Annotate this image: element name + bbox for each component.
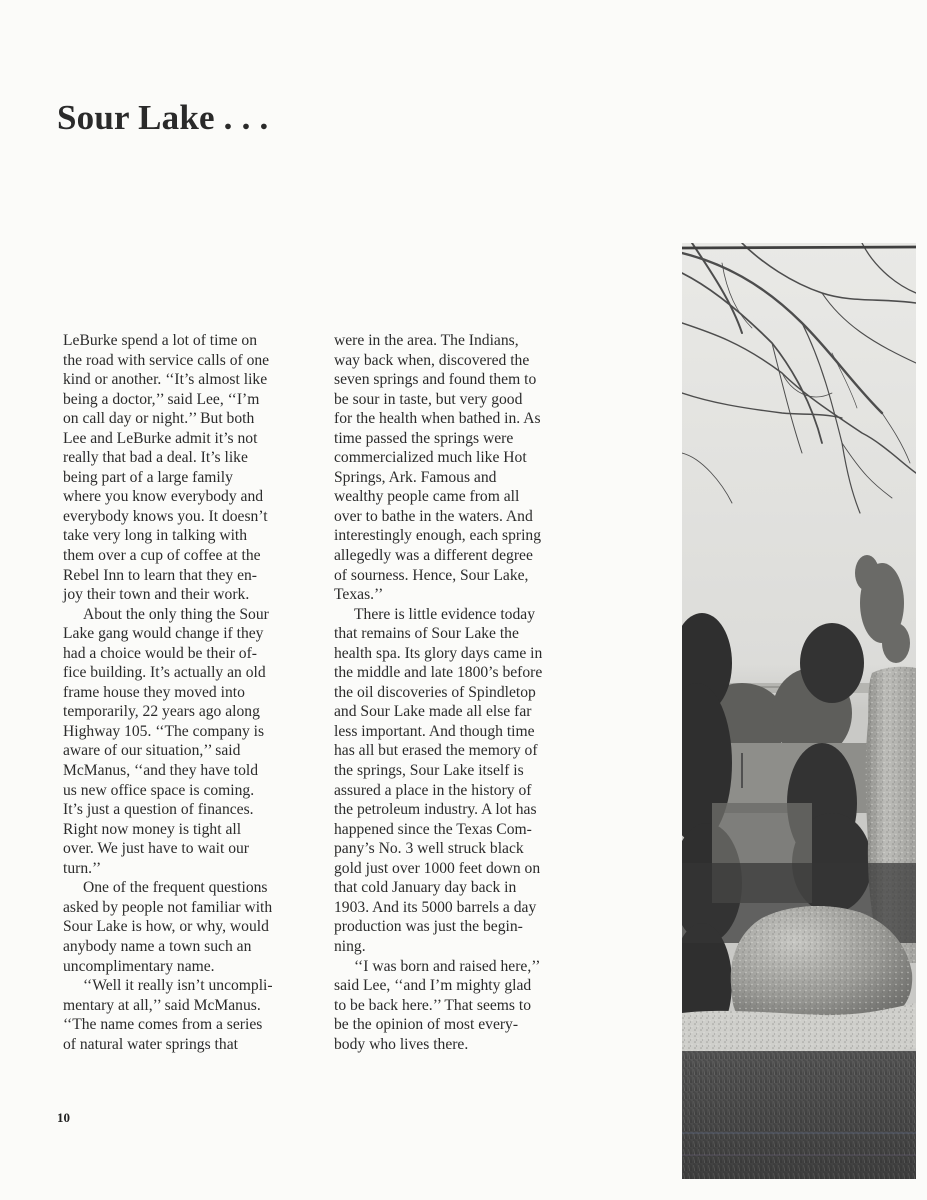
text-line: temporarily, 22 years ago along — [63, 703, 260, 721]
text-line: interestingly enough, each spring — [334, 527, 541, 545]
article-column-right — [334, 331, 594, 1054]
text-line: assured a place in the history of — [334, 781, 532, 799]
text-line: were in the area. The Indians, — [334, 332, 519, 349]
text-line: being part of a large family — [63, 468, 233, 486]
text-line: that cold January day back in — [334, 879, 517, 897]
text-line: the springs, Sour Lake itself is — [334, 762, 524, 780]
text-line: anybody name a town such an — [63, 937, 252, 955]
text-line: commercialized much like Hot — [334, 449, 527, 467]
text-line: the petroleum industry. A lot has — [334, 801, 537, 819]
text-line: over. We just have to wait our — [63, 840, 249, 858]
text-line: asked by people not familiar with — [63, 898, 273, 916]
text-line: them over a cup of coffee at the — [63, 547, 261, 565]
text-line: About the only thing the Sour — [83, 605, 269, 623]
text-line: really that bad a deal. It’s like — [63, 449, 248, 467]
text-line: It’s just a question of finances. — [63, 801, 254, 819]
text-line: over to bathe in the waters. And — [334, 507, 533, 525]
text-line: 1903. And its 5000 barrels a day — [334, 898, 537, 916]
text-line: seven springs and found them to — [334, 371, 537, 389]
text-line: had a choice would be their of- — [63, 644, 257, 662]
text-line: on call day or night.’’ But both — [63, 410, 255, 428]
text-line: less important. And though time — [334, 722, 535, 740]
text-line: joy their town and their work. — [63, 586, 250, 604]
text-line: that remains of Sour Lake the — [334, 625, 519, 643]
text-line: aware of our situation,’’ said — [63, 742, 241, 760]
page-number: 10 — [57, 1110, 70, 1125]
text-line: Right now money is tight all — [63, 820, 242, 838]
text-line: McManus, ‘‘and they have told — [63, 762, 259, 780]
text-line: Sour Lake is how, or why, would — [63, 918, 269, 936]
text-line: of sourness. Hence, Sour Lake, — [334, 566, 529, 584]
text-line: ‘‘Well it really isn’t uncompli- — [83, 977, 273, 995]
text-line: uncomplimentary name. — [63, 957, 215, 975]
text-line: be the opinion of most every- — [334, 1016, 519, 1034]
text-line: take very long in talking with — [63, 527, 248, 545]
text-line: LeBurke spend a lot of time on — [63, 332, 258, 349]
text-line: to be back here.’’ That seems to — [334, 996, 532, 1014]
text-line: the road with service calls of one — [63, 351, 270, 369]
text-line: gold just over 1000 feet down on — [334, 859, 541, 877]
text-line: way back when, discovered the — [334, 351, 530, 369]
text-line: has all but erased the memory of — [334, 742, 538, 760]
text-line: everybody knows you. It doesn’t — [63, 507, 268, 525]
text-line: time passed the springs were — [334, 429, 514, 447]
text-line: frame house they moved into — [63, 683, 245, 701]
text-line: ‘‘I was born and raised here,’’ — [354, 957, 541, 975]
text-line: said Lee, ‘‘and I’m mighty glad — [334, 977, 532, 995]
article-title: Sour Lake . . . — [57, 98, 269, 137]
text-line: Texas.’’ — [334, 586, 384, 604]
text-line: be sour in taste, but very good — [334, 390, 523, 408]
text-line: body who lives there. — [334, 1035, 469, 1053]
text-line: the middle and late 1800’s before — [334, 664, 543, 682]
text-line: Rebel Inn to learn that they en- — [63, 566, 257, 584]
text-line: the oil discoveries of Spindletop — [334, 683, 536, 701]
text-line: Lake gang would change if they — [63, 625, 264, 643]
text-line: health spa. Its glory days came in — [334, 644, 543, 662]
text-line: fice building. It’s actually an old — [63, 664, 266, 682]
text-line: production was just the begin- — [334, 918, 523, 936]
text-line: where you know everybody and — [63, 488, 264, 506]
text-line: pany’s No. 3 well struck black — [334, 840, 524, 858]
text-line: One of the frequent questions — [83, 879, 268, 897]
text-line: allegedly was a different degree — [334, 547, 533, 565]
text-line: There is little evidence today — [354, 605, 535, 623]
text-line: us new office space is coming. — [63, 781, 255, 799]
landscape-photo — [682, 243, 916, 1179]
text-line: Springs, Ark. Famous and — [334, 468, 497, 486]
text-line: for the health when bathed in. As — [334, 410, 541, 428]
text-line: being a doctor,’’ said Lee, ‘‘I’m — [63, 390, 260, 408]
text-line: kind or another. ‘‘It’s almost like — [63, 371, 268, 389]
text-line: ‘‘The name comes from a series — [63, 1016, 263, 1034]
photo-illustration — [682, 243, 916, 1179]
text-line: turn.’’ — [63, 859, 102, 877]
text-line: Lee and LeBurke admit it’s not — [63, 429, 258, 447]
article-column-left — [63, 331, 323, 1054]
text-line: wealthy people came from all — [334, 488, 520, 506]
text-line: mentary at all,’’ said McManus. — [63, 996, 261, 1014]
text-line: ning. — [334, 937, 366, 955]
text-line: of natural water springs that — [63, 1035, 238, 1053]
text-line: Highway 105. ‘‘The company is — [63, 722, 265, 740]
text-line: and Sour Lake made all else far — [334, 703, 532, 721]
text-line: happened since the Texas Com- — [334, 820, 532, 838]
